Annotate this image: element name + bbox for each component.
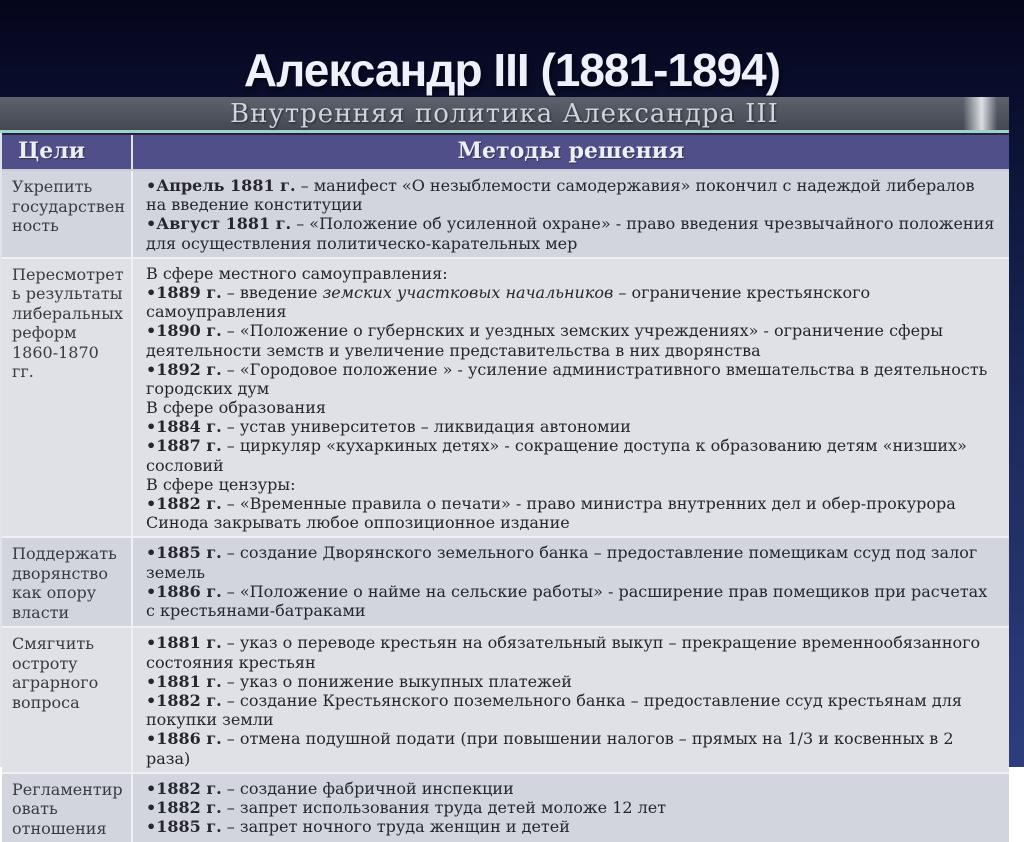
date-bold: •1885 г. xyxy=(146,543,222,563)
table-row xyxy=(2,536,1009,626)
date-bold: •1886 г. xyxy=(146,729,222,749)
table-row xyxy=(2,772,1009,842)
methods-cell xyxy=(133,538,1009,626)
method-line: •1881 г. – указ о переводе крестьян на обязательный выкуп – прекращение временнообязанного состояния крестьян xyxy=(146,633,981,672)
table-row xyxy=(2,171,1009,257)
method-line: •1886 г. – «Положение о найме на сельские работы» - расширение прав помещиков при расчетах с крестьянами-батраками xyxy=(146,581,988,620)
method-line: •1889 г. – введение земских участковых начальников – ограничение крестьянского самоуправления xyxy=(146,282,871,322)
date-bold: •1884 г. xyxy=(146,417,222,437)
method-line: •Апрель 1881 г. – манифест «О незыблемости самодержавия» покончил с надеждой либералов на введение конституции xyxy=(146,176,975,215)
date-bold: •1881 г. xyxy=(146,671,222,691)
method-line: •1882 г. – запрет использования труда детей моложе 12 лет xyxy=(146,797,667,817)
italic-term: земских участковых начальников xyxy=(322,282,614,302)
date-bold: •1882 г. xyxy=(146,494,222,513)
goal-cell: Укрепить государственность xyxy=(2,171,133,257)
table-row xyxy=(2,257,1009,537)
method-line: •1885 г. – создание Дворянского земельного банка – предоставление помещикам ссуд под залог земель xyxy=(146,543,978,582)
methods-cell xyxy=(133,171,1009,257)
methods-cell xyxy=(133,628,1009,771)
method-line: •1884 г. – устав университетов – ликвидация автономии xyxy=(146,417,631,437)
date-bold: •Август 1881 г. xyxy=(146,214,292,234)
goals-methods-table xyxy=(0,133,1009,838)
date-bold: •1887 г. xyxy=(146,436,222,456)
goal-cell: Поддержать дворянство как опору власти xyxy=(2,538,133,626)
goals-table-body xyxy=(2,171,1009,842)
table-row xyxy=(2,626,1009,771)
date-bold: •1882 г. xyxy=(146,778,222,798)
date-bold: •1892 г. xyxy=(146,359,222,379)
method-line: •1890 г. – «Положение о губернских и уездных земских учреждениях» - ограничение сферы деятельности земств и увеличение представительства в них дворянства xyxy=(146,321,944,360)
date-bold: •Апрель 1881 г. xyxy=(146,176,296,195)
date-bold: •1882 г. xyxy=(146,691,222,710)
method-line: В сфере местного самоуправления: xyxy=(146,263,448,283)
method-line: •1892 г. – «Городовое положение » - усиление административного вмешательства в деятельность городских дум xyxy=(146,359,988,398)
date-bold: •1885 г. xyxy=(146,817,222,837)
date-bold: •1886 г. xyxy=(146,581,222,601)
goal-cell: Смягчить остроту аграрного вопроса xyxy=(2,628,133,771)
date-bold: •1881 г. xyxy=(146,633,222,653)
method-line: •1885 г. – запрет ночного труда женщин и детей xyxy=(146,817,570,837)
header-cell-methods: Методы решения xyxy=(457,138,685,164)
date-bold: •1890 г. xyxy=(146,321,222,341)
methods-cell xyxy=(133,259,1009,537)
method-line: •1881 г. – указ о понижение выкупных платежей xyxy=(146,671,572,691)
date-bold: •1889 г. xyxy=(146,282,222,302)
table-header-row xyxy=(2,133,1009,171)
methods-cell xyxy=(133,774,1009,842)
method-line: •Август 1881 г. – «Положение об усиленной охране» - право введения чрезвычайного положения для осуществления политическо-карательных мер xyxy=(146,214,995,253)
method-line: •1882 г. – создание Крестьянского поземельного банка – предоставление ссуд крестьянам для покупки земли xyxy=(146,691,962,730)
goal-cell: Регламентировать отношения xyxy=(2,774,133,842)
method-line: В сфере образования xyxy=(146,398,326,418)
goal-cell: Пересмотреть результаты либеральных реформ 1860-1870 гг. xyxy=(2,259,133,537)
method-line: •1887 г. – циркуляр «кухаркиных детях» - сокращение доступа к образованию детям «низших» сословий xyxy=(146,436,967,475)
slide-title: Александр III (1881-1894) xyxy=(243,44,781,96)
method-line: •1882 г. – создание фабричной инспекции xyxy=(146,778,514,798)
method-line: •1882 г. – «Временные правила о печати» - право министра внутренних дел и обер-прокурора Синода закрывать любое оппозиционное издание xyxy=(146,494,956,533)
method-line: •1886 г. – отмена подушной подати (при повышении налогов – прямых на 1/3 и косвенных в 2 раза) xyxy=(146,729,954,768)
header-cell-goals: Цели xyxy=(2,135,133,169)
slide-subtitle: Внутренняя политика Александра III xyxy=(230,98,779,129)
subtitle-bar xyxy=(0,97,1009,133)
date-bold: •1882 г. xyxy=(146,797,222,817)
method-line: В сфере цензуры: xyxy=(146,474,296,494)
title-band xyxy=(0,0,1024,97)
